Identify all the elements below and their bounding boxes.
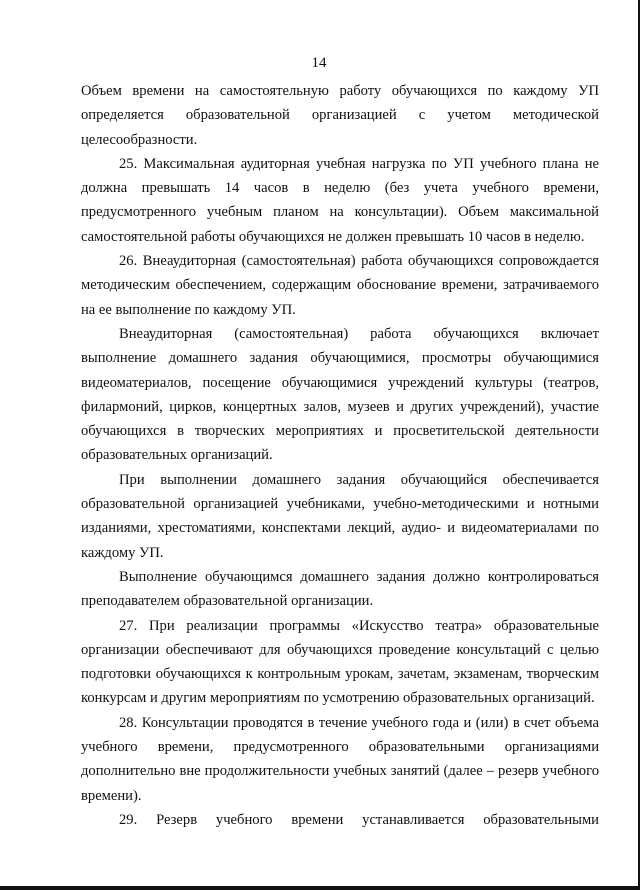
paragraph-29: 29. Резерв учебного времени устанавливается образовательными <box>119 811 599 828</box>
paragraph-continuation: Объем времени на самостоятельную работу обучающихся по каждому УП определяется образовательной организацией с учетом методической целесообразности. <box>81 83 599 148</box>
page-number: 14 <box>311 55 327 71</box>
paragraph-25: 25. Максимальная аудиторная учебная нагрузка по УП учебного плана не должна превышать 14 часов в неделю (без учета учебного времени, предусмотренного учебным планом на консультации). Объем максимальной самостоятельной работы обучающихся не должен превышать 10 часов в неделю. <box>81 155 599 245</box>
paragraph-28: 28. Консультации проводятся в течение учебного года и (или) в счет объема учебного времени, предусмотренного образовательными организациями дополнительно вне продолжительности учебных занятий (далее – резерв учебного времени). <box>81 714 599 804</box>
paragraph-27: 27. При реализации программы «Искусство театра» образовательные организации обеспечивают для обучающихся проведение консультаций с целью подготовки обучающихся к контрольным урокам, зачетам, экзаменам, творческим конкурсам и другим мероприятиям по усмотрению образовательных организаций. <box>81 617 599 707</box>
paragraph-26: 26. Внеаудиторная (самостоятельная) работа обучающихся сопровождается методическим обеспечением, содержащим обоснование времени, затрачиваемого на ее выполнение по каждому УП. <box>81 253 599 318</box>
document-body <box>81 79 599 832</box>
paragraph-extracurricular-work: Внеаудиторная (самостоятельная) работа обучающихся включает выполнение домашнего задания обучающимися, просмотры обучающимися видеоматериалов, посещение обучающимися учреждений культуры (театров, филармоний, цирков, концертных залов, музеев и других учреждений), участие обучающихся в творческих мероприятиях и просветительской деятельности образовательных организаций. <box>81 325 599 464</box>
paragraph-homework-control: Выполнение обучающимся домашнего задания должно контролироваться преподавателем образовательной организации. <box>81 568 599 610</box>
paragraph-homework-materials: При выполнении домашнего задания обучающийся обеспечивается образовательной организацией учебниками, учебно-методическими и нотными изданиями, хрестоматиями, конспектами лекций, аудио- и видеоматериалами по каждому УП. <box>81 471 599 561</box>
